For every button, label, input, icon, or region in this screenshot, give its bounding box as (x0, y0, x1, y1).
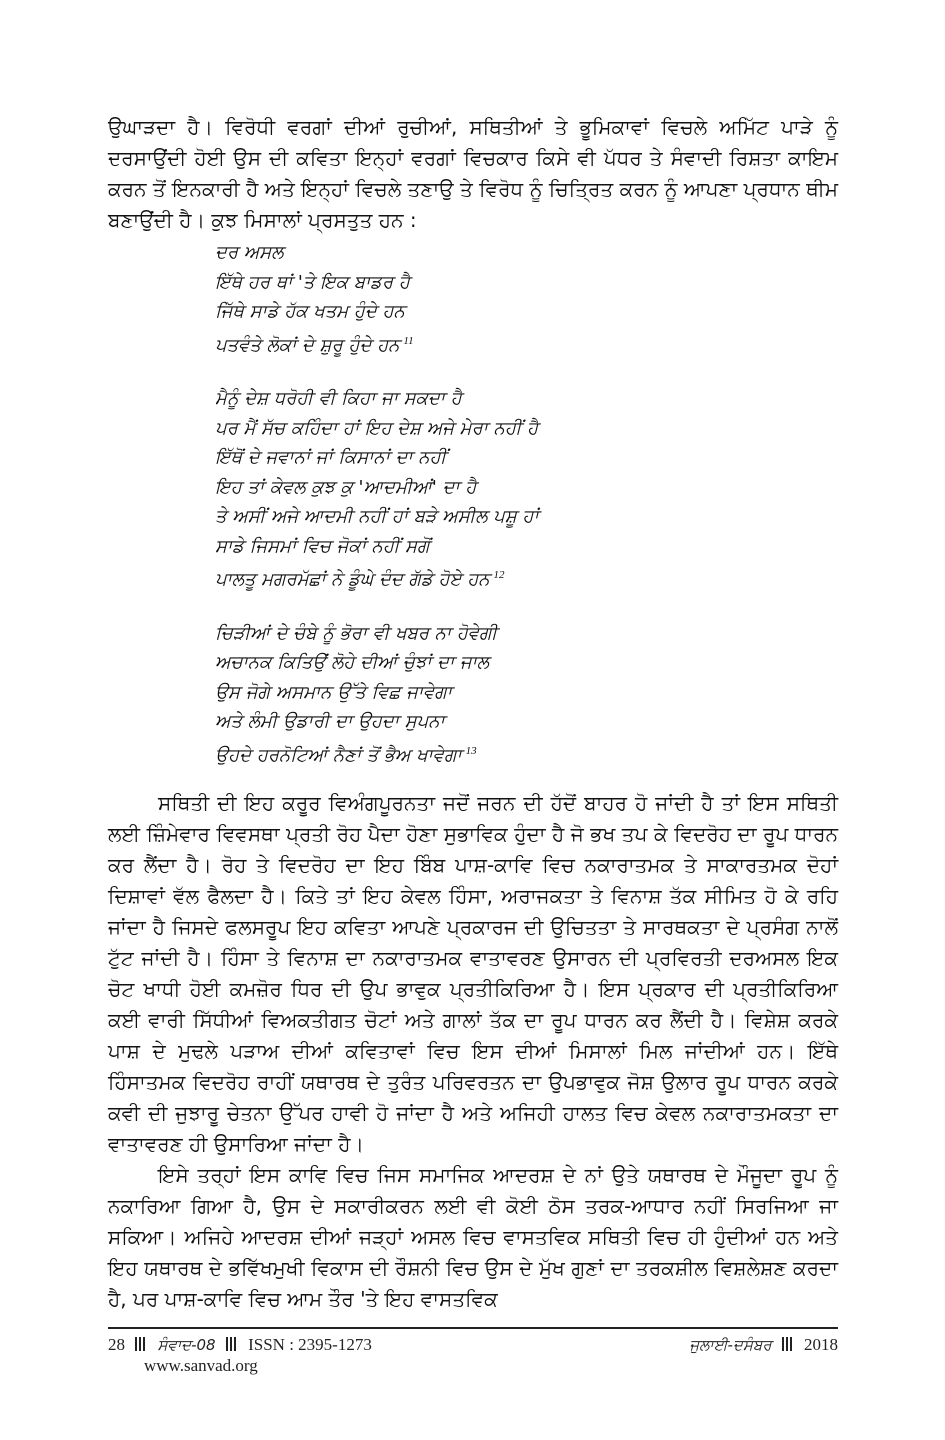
poem-line: ਇੱਥੇ ਹਰ ਥਾਂ 'ਤੇ ਇਕ ਬਾਡਰ ਹੈ (215, 271, 410, 293)
poem-stanza-2 (215, 384, 815, 591)
footnote-ref: 12 (493, 569, 505, 581)
poem-line-last (215, 327, 815, 357)
poem-line: ਅਚਾਨਕ ਕਿਤਿਉਂ ਲੋਹੇ ਦੀਆਂ ਚੁੰਝਾਂ ਦਾ ਜਾਲ (215, 652, 489, 673)
poem-line: ਉਸ ਜੋਗੇ ਅਸਮਾਨ ਉੱਤੇ ਵਿਛ ਜਾਵੇਗਾ (215, 681, 452, 703)
poem-line-last (215, 561, 815, 591)
poem-line: ਦਰ ਅਸਲ (215, 242, 284, 263)
page-number: 28 (108, 1335, 125, 1354)
issn: ISSN : 2395-1273 (248, 1335, 372, 1354)
poem-line: ਜਿੱਥੇ ਸਾਡੇ ਹੱਕ ਖਤਮ ਹੁੰਦੇ ਹਨ (215, 301, 405, 322)
intro-paragraph: ਉਘਾੜਦਾ ਹੈ। ਵਿਰੋਧੀ ਵਰਗਾਂ ਦੀਆਂ ਰੁਚੀਆਂ, ਸਥਿਤੀਆਂ ਤੇ ਭੂਮਿਕਾਵਾਂ ਵਿਚਲੇ ਅਮਿੱਟ ਪਾੜੇ ਨੂੰ ਦਰਸਾਉਂਦੀ ਹੋਈ ਉਸ ਦੀ ਕਵਿਤਾ ਇਨ੍ਹਾਂ ਵਰਗਾਂ ਵਿਚਕਾਰ ਕਿਸੇ ਵੀ ਪੱਧਰ ਤੇ ਸੰਵਾਦੀ ਰਿਸ਼ਤਾ ਕਾਇਮ ਕਰਨ ਤੋਂ ਇਨਕਾਰੀ ਹੈ ਅਤੇ ਇਨ੍ਹਾਂ ਵਿਚਲੇ ਤਣਾਉ ਤੇ ਵਿਰੋਧ ਨੂੰ ਚਿਤ੍ਰਿਤ ਕਰਨ ਨੂੰ ਆਪਣਾ ਪ੍ਰਧਾਨ ਥੀਮ ਬਣਾਉਂਦੀ ਹੈ। ਕੁਝ ਮਿਸਾਲਾਂ ਪ੍ਰਸਤੁਤ ਹਨ : (108, 115, 838, 232)
body-paragraph: ਇਸੇ ਤਰ੍ਹਾਂ ਇਸ ਕਾਵਿ ਵਿਚ ਜਿਸ ਸਮਾਜਿਕ ਆਦਰਸ਼ ਦੇ ਨਾਂ ਉਤੇ ਯਥਾਰਥ ਦੇ ਮੌਜੂਦਾ ਰੂਪ ਨੂੰ ਨਕਾਰਿਆ ਗਿਆ ਹੈ, ਉਸ ਦੇ ਸਕਾਰੀਕਰਨ ਲਈ ਵੀ ਕੋਈ ਠੋਸ ਤਰਕ-ਆਧਾਰ ਨਹੀਂ ਸਿਰਜਿਆ ਜਾ ਸਕਿਆ। ਅਜਿਹੇ ਆਦਰਸ਼ ਦੀਆਂ ਜੜ੍ਹਾਂ ਅਸਲ ਵਿਚ ਵਾਸਤਵਿਕ ਸਥਿਤੀ ਵਿਚ ਹੀ ਹੁੰਦੀਆਂ ਹਨ ਅਤੇ ਇਹ ਯਥਾਰਥ ਦੇ ਭਵਿੱਖਮੁਖੀ ਵਿਕਾਸ ਦੀ ਰੌਸ਼ਨੀ ਵਿਚ ਉਸ ਦੇ ਮੁੱਖ ਗੁਣਾਂ ਦਾ ਤਰਕਸ਼ੀਲ ਵਿਸ਼ਲੇਸ਼ਣ ਕਰਦਾ ਹੈ, ਪਰ ਪਾਸ਼-ਕਾਵਿ ਵਿਚ ਆਮ ਤੌਰ 'ਤੇ ਇਹ ਵਾਸਤਵਿਕ (108, 1163, 838, 1311)
poem-line: ਤੇ ਅਸੀਂ ਅਜੇ ਆਦਮੀ ਨਹੀਂ ਹਾਂ ਬੜੇ ਅਸੀਲ ਪਸ਼ੂ ਹਾਂ (215, 506, 539, 527)
separator-icon (226, 1337, 238, 1351)
poem-stanza-1 (215, 238, 815, 356)
poem-line: ਮੈਨੂੰ ਦੇਸ਼ ਧਰੋਹੀ ਵੀ ਕਿਹਾ ਜਾ ਸਕਦਾ ਹੈ (215, 388, 462, 409)
poem-line-text: ਪਤਵੰਤੇ ਲੋਕਾਂ ਦੇ ਸ਼ੁਰੂ ਹੁੰਦੇ ਹਨ (215, 334, 400, 356)
poem-line: ਪਰ ਮੈਂ ਸੱਚ ਕਹਿੰਦਾ ਹਾਂ ਇਹ ਦੇਸ਼ ਅਜੇ ਮੇਰਾ ਨਹੀਂ ਹੈ (215, 417, 539, 439)
footnote-ref: 13 (465, 744, 477, 757)
poem-line: ਇਹ ਤਾਂ ਕੇਵਲ ਕੁਝ ਕੁ 'ਆਦਮੀਆਂ' ਦਾ ਹੈ (215, 476, 477, 498)
poem-line-last (215, 737, 815, 767)
intro-paragraph-block (108, 112, 838, 236)
poem-stanza-3 (215, 619, 815, 767)
journal-name: ਸੰਵਾਦ-08 (157, 1336, 216, 1354)
body-paragraph: ਸਥਿਤੀ ਦੀ ਇਹ ਕਰੂਰ ਵਿਅੰਗਪੂਰਨਤਾ ਜਦੋਂ ਜਰਨ ਦੀ ਹੱਦੋਂ ਬਾਹਰ ਹੋ ਜਾਂਦੀ ਹੈ ਤਾਂ ਇਸ ਸਥਿਤੀ ਲਈ ਜ਼ਿੰਮੇਵਾਰ ਵਿਵਸਥਾ ਪ੍ਰਤੀ ਰੋਹ ਪੈਦਾ ਹੋਣਾ ਸੁਭਾਵਿਕ ਹੁੰਦਾ ਹੈ ਜੋ ਭਖ ਤਪ ਕੇ ਵਿਦਰੋਹ ਦਾ ਰੂਪ ਧਾਰਨ ਕਰ ਲੈਂਦਾ ਹੈ। ਰੋਹ ਤੇ ਵਿਦਰੋਹ ਦਾ ਇਹ ਬਿੰਬ ਪਾਸ਼-ਕਾਵਿ ਵਿਚ ਨਕਾਰਾਤਮਕ ਤੇ ਸਾਕਾਰਤਮਕ ਦੋਹਾਂ ਦਿਸ਼ਾਵਾਂ ਵੱਲ ਫੈਲਦਾ ਹੈ। ਕਿਤੇ ਤਾਂ ਇਹ ਕੇਵਲ ਹਿੰਸਾ, ਅਰਾਜਕਤਾ ਤੇ ਵਿਨਾਸ਼ ਤੱਕ ਸੀਮਿਤ ਹੋ ਕੇ ਰਹਿ ਜਾਂਦਾ ਹੈ ਜਿਸਦੇ ਫਲਸਰੂਪ ਇਹ ਕਵਿਤਾ ਆਪਣੇ ਪ੍ਰਕਾਰਜ ਦੀ ਉਚਿਤਤਾ ਤੇ ਸਾਰਥਕਤਾ ਦੇ ਪ੍ਰਸੰਗ ਨਾਲੋਂ ਟੁੱਟ ਜਾਂਦੀ ਹੈ। ਹਿੰਸਾ ਤੇ ਵਿਨਾਸ਼ ਦਾ ਨਕਾਰਾਤਮਕ ਵਾਤਾਵਰਣ ਉਸਾਰਨ ਦੀ ਪ੍ਰਵਿਰਤੀ ਦਰਅਸਲ ਇਕ ਚੋਟ ਖਾਧੀ ਹੋਈ ਕਮਜ਼ੋਰ ਧਿਰ ਦੀ ਉਪ ਭਾਵੁਕ ਪ੍ਰਤੀਕਿਰਿਆ ਹੈ। ਇਸ ਪ੍ਰਕਾਰ ਦੀ ਪ੍ਰਤੀਕਿਰਿਆ ਕਈ ਵਾਰੀ ਸਿੱਧੀਆਂ ਵਿਅਕਤੀਗਤ ਚੋਟਾਂ ਅਤੇ ਗਾਲਾਂ ਤੱਕ ਦਾ ਰੂਪ ਧਾਰਨ ਕਰ ਲੈਂਦੀ ਹੈ। ਵਿਸ਼ੇਸ਼ ਕਰਕੇ ਪਾਸ਼ ਦੇ ਮੁਢਲੇ ਪੜਾਅ ਦੀਆਂ ਕਵਿਤਾਵਾਂ ਵਿਚ ਇਸ ਦੀਆਂ ਮਿਸਾਲਾਂ ਮਿਲ ਜਾਂਦੀਆਂ ਹਨ। ਇੱਥੇ ਹਿੰਸਾਤਮਕ ਵਿਦਰੋਹ ਰਾਹੀਂ ਯਥਾਰਥ ਦੇ ਤੁਰੰਤ ਪਰਿਵਰਤਨ ਦਾ ਉਪਭਾਵੁਕ ਜੋਸ਼ ਉਲਾਰ ਰੂਪ ਧਾਰਨ ਕਰਕੇ ਕਵੀ ਦੀ ਜੁਝਾਰੂ ਚੇਤਨਾ ਉੱਪਰ ਹਾਵੀ ਹੋ ਜਾਂਦਾ ਹੈ ਅਤੇ ਅਜਿਹੀ ਹਾਲਤ ਵਿਚ ਕੇਵਲ ਨਕਾਰਾਤਮਕਤਾ ਦਾ ਵਾਤਾਵਰਣ ਹੀ ਉਸਾਰਿਆ ਜਾਂਦਾ ਹੈ। (108, 791, 838, 1156)
separator-icon (782, 1337, 794, 1351)
issue-year: 2018 (804, 1335, 838, 1354)
poem-line: ਇੱਥੋਂ ਦੇ ਜਵਾਨਾਂ ਜਾਂ ਕਿਸਾਨਾਂ ਦਾ ਨਹੀਂ (215, 447, 446, 468)
website-link[interactable]: www.sanvad.org (144, 1356, 258, 1375)
footer-rule (108, 1327, 838, 1329)
poem-line: ਅਤੇ ਲੰਮੀ ਉਡਾਰੀ ਦਾ ਉਹਦਾ ਸੁਪਨਾ (215, 711, 445, 732)
footer-right (689, 1335, 838, 1355)
poem-quotations (215, 238, 815, 794)
poem-line: ਚਿੜੀਆਂ ਦੇ ਚੰਬੇ ਨੂੰ ਭੋਰਾ ਵੀ ਖਬਰ ਨਾ ਹੋਵੇਗੀ (215, 622, 497, 644)
poem-line: ਸਾਡੇ ਜਿਸਮਾਂ ਵਿਚ ਜੋਕਾਂ ਨਹੀਂ ਸਗੋਂ (215, 535, 430, 557)
poem-line-text: ਪਾਲਤੂ ਮਗਰਮੱਛਾਂ ਨੇ ਡੂੰਘੇ ਦੰਦ ਗੱਡੇ ਹੋਏ ਹਨ (215, 569, 490, 590)
body-text-block (108, 788, 838, 1315)
separator-icon (135, 1337, 147, 1351)
poem-line-text: ਉਹਦੇ ਹਰਨੋਟਿਆਂ ਨੈਣਾਂ ਤੋਂ ਭੈਅ ਖਾਵੇਗਾ (215, 744, 462, 766)
footer-left (108, 1335, 372, 1355)
issue-period: ਜੁਲਾਈ-ਦਸੰਬਰ (689, 1336, 772, 1354)
footnote-ref: 11 (403, 334, 414, 347)
